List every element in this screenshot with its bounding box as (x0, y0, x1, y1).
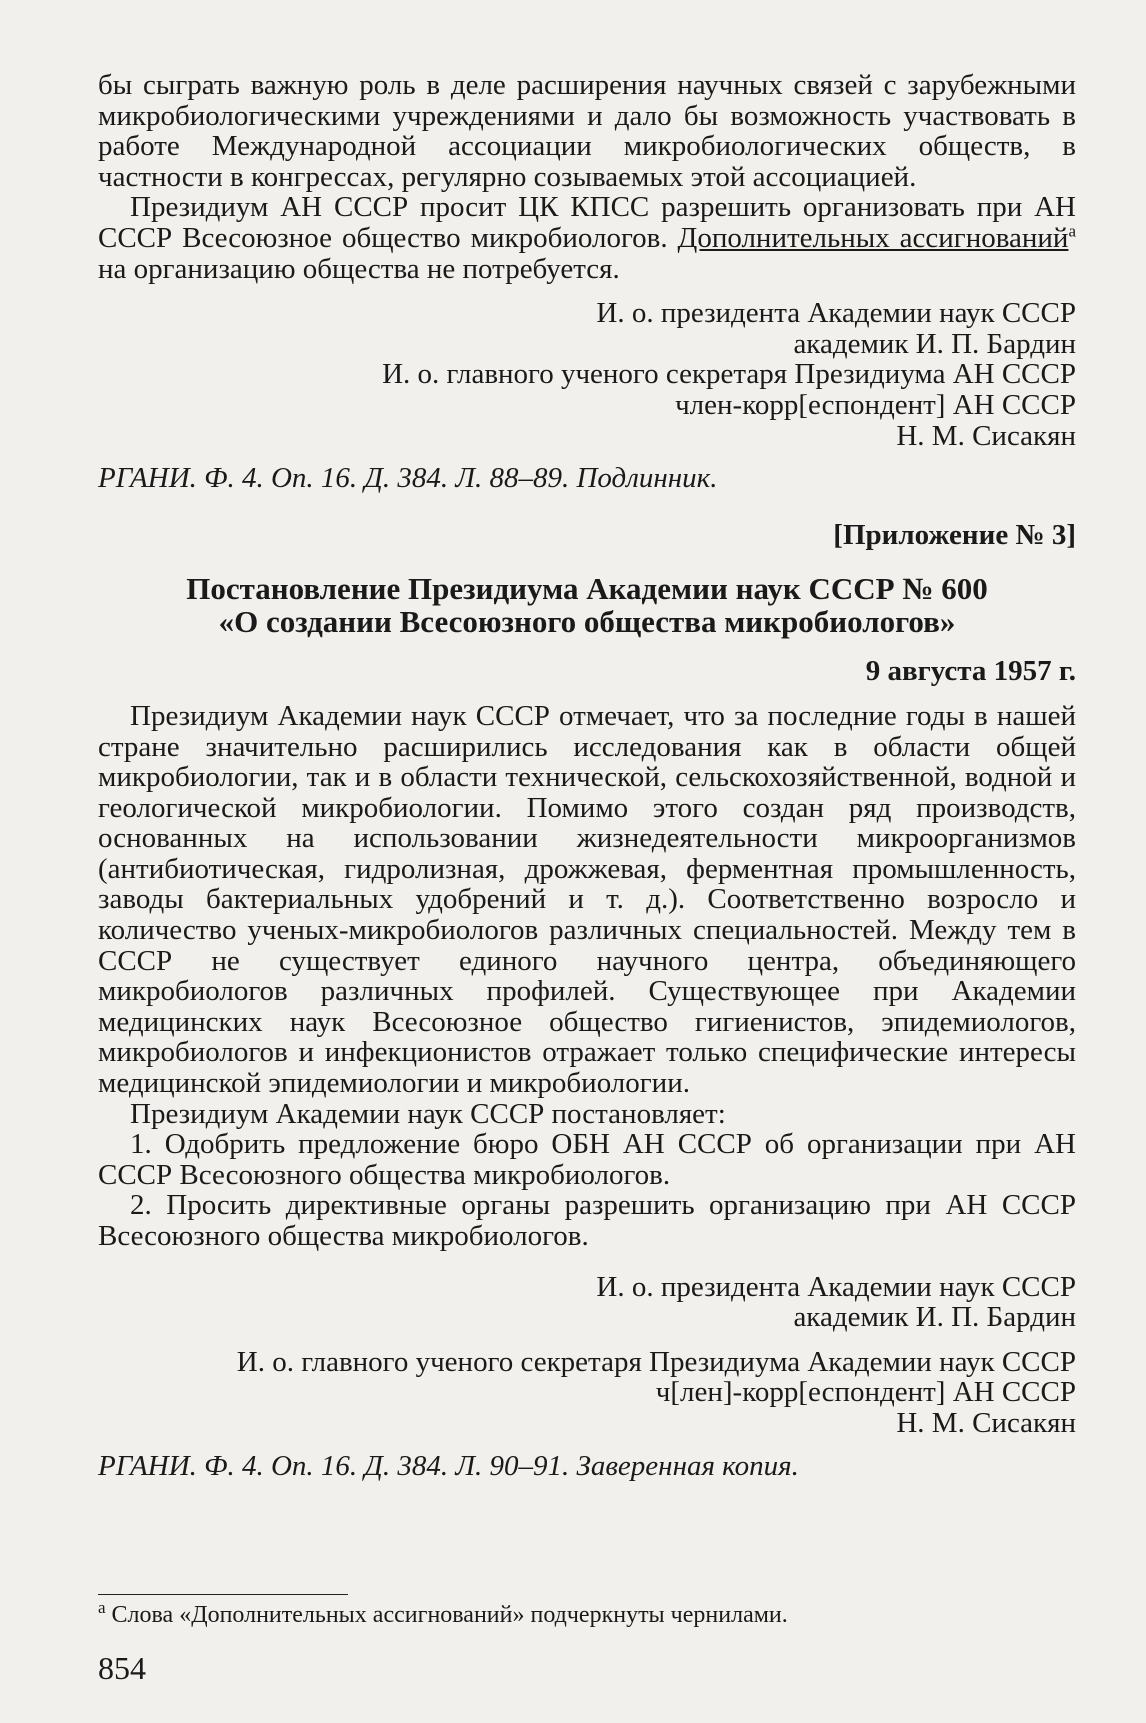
request-paragraph (98, 192, 1076, 284)
title-line: Постановление Президиума Академии наук СССР № 600 (186, 571, 988, 607)
signature-block-1 (98, 298, 1076, 451)
appendix-label: [Приложение № 3] (833, 518, 1076, 551)
resolution-title (98, 572, 1076, 638)
footnote (98, 1598, 788, 1629)
request-text-end: на организацию общества не потребуется. (98, 252, 620, 285)
resolution-item-1: 1. Одобрить предложение бюро ОБН АН СССР об организации при АН СССР Всесоюзного общества микробиологов. (98, 1128, 1076, 1191)
footnote-divider (98, 1594, 348, 1595)
signature-line: ч[лен]-корр[еспондент] АН СССР (655, 1376, 1076, 1409)
resolves-line: Президиум Академии наук СССР постановляет: (130, 1097, 726, 1130)
signature-line: И. о. главного ученого секретаря Президиума АН СССР (382, 358, 1076, 391)
signature-line: Н. М. Сисакян (896, 419, 1076, 452)
request-text-start: Президиум АН СССР просит ЦК КПСС разрешить организовать при АН СССР Всесоюзное общество микробиологов. (98, 191, 1076, 254)
signature-line: И. о. президента Академии наук СССР (596, 1270, 1076, 1303)
footnote-mark: а (98, 1598, 106, 1617)
signature-block-2 (98, 1272, 1076, 1439)
intro-paragraph: бы сыграть важную роль в деле расширения научных связей с зарубежными микробиологическими учреждениями и дало бы возможность участвовать в работе Международной ассоциации микробиологических обществ, в частности в конгрессах, регулярно созываемых этой ассоциацией. (98, 69, 1076, 193)
body-paragraph: Президиум Академии наук СССР отмечает, что за последние годы в нашей стране значительно расширились исследования как в области общей микробиологии, так и в области технической, сельскохозяйственной, водной и геологической микробиологии. Помимо этого создан ряд производств, основанных на использовании жизнедеятельности микроорганизмов (антибиотическая, гидролизная, дрожжевая, ферментная промышленность, заводы бактериальных удобрений и т. д.). Соответственно возросло и количество ученых-микробиологов различных специальностей. Между тем в СССР не существует единого научного центра, объединяющего микробиологов различных профилей. Существующее при Академии медицинских наук Всесоюзное общество гигиенистов, эпидемиологов, микробиологов и инфекционистов отражает только специфические интересы медицинской эпидемиологии и микробиологии. (98, 699, 1076, 1100)
document-date: 9 августа 1957 г. (865, 655, 1076, 688)
signature-line: член-корр[еспондент] АН СССР (675, 388, 1076, 421)
signature-line: академик И. П. Бардин (793, 1301, 1076, 1334)
signature-line: Н. М. Сисакян (896, 1406, 1076, 1439)
archive-source-1: РГАНИ. Ф. 4. Оп. 16. Д. 384. Л. 88–89. Подлинник. (98, 462, 718, 495)
document-body (98, 70, 1076, 1481)
signature-line: И. о. президента Академии наук СССР (596, 297, 1076, 330)
footnote-ref: а (1068, 221, 1076, 241)
footnote-text: Слова «Дополнительных ассигнований» подчеркнуты чернилами. (105, 1602, 788, 1628)
signature-line: И. о. главного ученого секретаря Президиума Академии наук СССР (236, 1345, 1076, 1378)
signature-line: академик И. П. Бардин (793, 327, 1076, 360)
underlined-phrase: Дополнительных ассигнований (677, 221, 1069, 254)
archive-source-2: РГАНИ. Ф. 4. Оп. 16. Д. 384. Л. 90–91. Заверенная копия. (98, 1449, 799, 1482)
title-line: «О создании Всесоюзного общества микробиологов» (218, 604, 956, 640)
resolution-item-2: 2. Просить директивные органы разрешить организацию при АН СССР Всесоюзного общества микробиологов. (98, 1189, 1076, 1252)
page-number: 854 (98, 1650, 146, 1686)
